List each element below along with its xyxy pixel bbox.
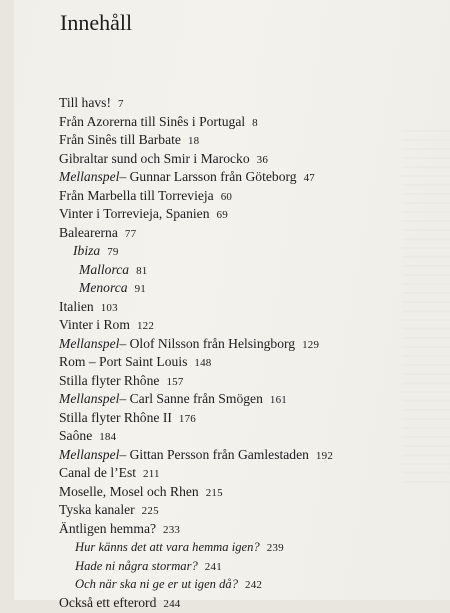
toc-entry — [59, 224, 429, 243]
toc-entry-italic-label: Hur känns det att vara hemma igen? — [75, 540, 260, 554]
book-page — [14, 0, 450, 610]
toc-entry-page-number: 157 — [166, 375, 184, 388]
toc-entry-title: Balearerna — [59, 224, 118, 240]
toc-entry-title: – Olof Nilsson från Helsingborg — [119, 335, 296, 351]
toc-entry-title: Gibraltar sund och Smir i Marocko — [59, 150, 250, 166]
toc-entry-title: – Carl Sanne från Smögen — [119, 391, 263, 406]
toc-entry-page-number: 161 — [269, 394, 287, 406]
toc-entry — [59, 372, 429, 391]
toc-entry — [59, 279, 429, 298]
toc-entry-page-number: 148 — [194, 357, 212, 369]
toc-entry-italic-label: Menorca — [79, 280, 128, 295]
toc-entry-title: Också ett efterord — [59, 594, 157, 610]
toc-entry-page-number: 69 — [216, 209, 228, 221]
toc-entry — [59, 94, 429, 113]
toc-entry — [59, 427, 429, 446]
toc-entry-page-number: 18 — [187, 135, 200, 147]
toc-entry — [59, 298, 429, 317]
toc-entry-page-number: 241 — [204, 560, 222, 573]
toc-entry-page-number: 244 — [163, 597, 181, 610]
toc-entry — [59, 261, 429, 280]
toc-entry — [59, 205, 429, 224]
toc-entry-page-number: 60 — [220, 190, 233, 203]
toc-entry — [59, 594, 429, 613]
toc-entry-page-number: 184 — [99, 431, 117, 443]
toc-entry-italic-label: Mellanspel — [59, 335, 120, 351]
toc-entry-title: – Gittan Persson från Gamlestaden — [119, 446, 309, 462]
toc-entry-italic-label: Hade ni några stormar? — [75, 558, 198, 573]
toc-entry-page-number: 103 — [100, 301, 118, 314]
toc-entry-page-number: 242 — [245, 579, 263, 591]
toc-entry — [59, 316, 429, 335]
table-of-contents — [59, 94, 429, 612]
toc-entry — [59, 501, 429, 520]
toc-entry — [59, 187, 429, 206]
toc-entry — [59, 483, 429, 502]
toc-entry-title: Från Marbella till Torrevieja — [59, 187, 214, 203]
toc-entry-page-number: 79 — [107, 246, 119, 258]
toc-entry-italic-label: Mellanspel — [59, 391, 120, 406]
toc-entry-title: Tyska kanaler — [59, 502, 135, 517]
toc-entry-page-number: 81 — [136, 264, 148, 277]
toc-entry — [59, 353, 429, 372]
toc-entry-title: Äntligen hemma? — [59, 520, 157, 536]
toc-entry-page-number: 211 — [143, 468, 160, 480]
toc-entry-title: Stilla flyter Rhône — [59, 372, 160, 388]
toc-entry-title: Till havs! — [59, 95, 111, 110]
toc-entry — [59, 168, 429, 187]
toc-entry-title: Från Azorerna till Sinês i Portugal — [59, 113, 246, 129]
toc-entry-title: – Gunnar Larsson från Göteborg — [119, 169, 297, 184]
toc-entry-title: Stilla flyter Rhône II — [59, 409, 172, 425]
toc-entry — [59, 390, 429, 409]
toc-entry-page-number: 47 — [303, 172, 315, 184]
toc-entry-page-number: 192 — [315, 449, 334, 462]
toc-entry-italic-label: Mallorca — [79, 261, 130, 277]
page-title: Innehåll — [60, 10, 133, 35]
toc-entry-page-number: 77 — [124, 227, 137, 240]
toc-entry — [59, 150, 429, 169]
toc-entry-title: Från Sinês till Barbate — [59, 132, 181, 147]
toc-entry — [59, 131, 429, 150]
toc-entry-page-number: 225 — [141, 505, 159, 517]
toc-entry — [59, 113, 429, 132]
toc-entry-title: Italien — [59, 298, 94, 314]
toc-entry — [59, 409, 429, 428]
toc-entry-page-number: 176 — [178, 412, 196, 425]
toc-entry-page-number: 215 — [205, 486, 223, 499]
toc-entry — [59, 242, 429, 261]
toc-entry-page-number: 36 — [256, 153, 269, 166]
toc-entry-page-number: 8 — [252, 116, 258, 129]
toc-entry-title: Vinter i Torrevieja, Spanien — [59, 206, 210, 221]
toc-entry-title: Rom – Port Saint Louis — [59, 354, 188, 369]
toc-entry-page-number: 233 — [163, 523, 181, 536]
toc-entry-italic-label: Ibiza — [73, 243, 101, 258]
toc-entry-page-number: 239 — [266, 542, 284, 554]
toc-entry-title: Saône — [59, 428, 93, 443]
toc-entry — [59, 335, 429, 354]
toc-entry-page-number: 7 — [118, 98, 124, 110]
toc-entry-italic-label: Mellanspel — [59, 446, 120, 462]
toc-entry-page-number: 122 — [136, 320, 155, 332]
toc-entry — [59, 520, 429, 539]
toc-entry — [59, 538, 429, 557]
toc-entry-page-number: 91 — [134, 283, 146, 295]
toc-entry — [59, 575, 429, 594]
toc-entry-title: Vinter i Rom — [59, 317, 130, 332]
toc-entry — [59, 464, 429, 483]
toc-entry-page-number: 129 — [302, 338, 320, 351]
toc-entry-italic-label: Mellanspel — [59, 169, 120, 184]
toc-entry — [59, 557, 429, 576]
toc-entry — [59, 446, 429, 465]
toc-entry-title: Moselle, Mosel och Rhen — [59, 483, 199, 499]
toc-entry-title: Canal de l’Est — [59, 465, 137, 480]
toc-entry-italic-label: Och när ska ni ge er ut igen då? — [75, 577, 238, 591]
